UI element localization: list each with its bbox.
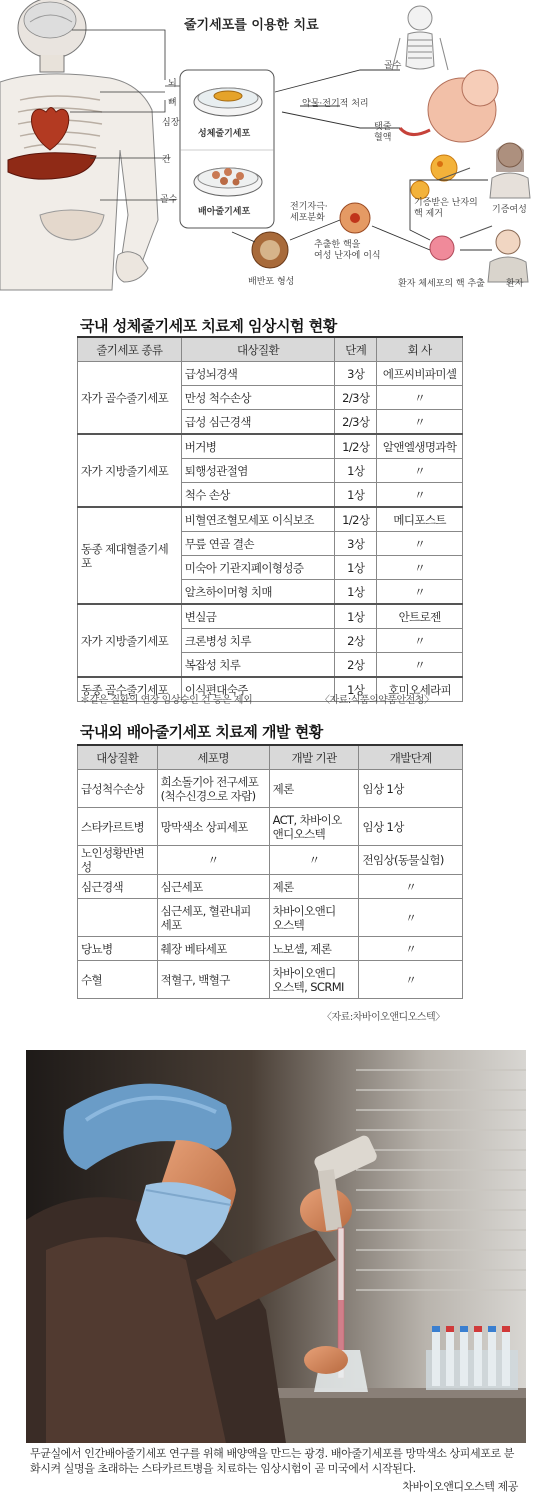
table-row (78, 899, 463, 937)
header-cell: 개발단계 (359, 745, 463, 770)
cell-phase: 2/3상 (335, 410, 377, 435)
cell-phase: 2상 (335, 653, 377, 678)
table-row (78, 770, 463, 808)
cell-phase: 1상 (335, 604, 377, 629)
cell-stage: 〃 (359, 875, 463, 899)
cell-disease: 이식편대숙주 (181, 677, 335, 702)
embryo-stem-cell-label: 배아줄기세포 (198, 207, 251, 217)
cell-company: 〃 (377, 410, 463, 435)
cell-stem-type: 자가 지방줄기세포 (78, 604, 182, 677)
cell-company: 〃 (377, 532, 463, 556)
cell-company: 〃 (377, 653, 463, 678)
egg-nucleus-label: 기증받은 난자의 핵 제거 (414, 198, 478, 219)
header-cell: 줄기세포 종류 (78, 337, 182, 362)
patient-nucleus-label: 환자 체세포의 핵 추출 (398, 279, 485, 289)
cell-disease: 만성 척수손상 (181, 386, 335, 410)
cell-phase: 1상 (335, 677, 377, 702)
patient-label: 환자 (506, 279, 524, 289)
cell-disease: 비혈연조혈모세포 이식보조 (181, 507, 335, 532)
cell-phase: 1/2상 (335, 434, 377, 459)
cord-blood-label: 탯줄 혈액 (374, 122, 392, 143)
cell-disease: 퇴행성관절염 (181, 459, 335, 483)
treatment-label: 약물·전기적 처리 (302, 99, 369, 109)
table1-title: 국내 성체줄기세포 치료제 임상시험 현황 (80, 317, 337, 335)
table-row (78, 937, 463, 961)
cell-phase: 1상 (335, 556, 377, 580)
blastocyst-label: 배반포 형성 (248, 277, 295, 287)
cell-disease: 급성척수손상 (78, 770, 158, 808)
header-cell: 대상질환 (181, 337, 335, 362)
bone-marrow-label: 골수 (384, 61, 402, 71)
cell-stem-type: 자가 지방줄기세포 (78, 434, 182, 507)
table-row (78, 604, 463, 629)
adult-stem-cell-label: 성체줄기세포 (198, 129, 251, 139)
header-cell: 개발 기관 (269, 745, 359, 770)
table-row (78, 434, 463, 459)
cell-developer: 〃 (269, 846, 359, 875)
cell-developer: 노보셀, 제론 (269, 937, 359, 961)
cell-company: 〃 (377, 556, 463, 580)
table2-source: 〈자료:차바이오앤디오스텍〉 (322, 1012, 445, 1023)
cell-cell-name: 췌장 베타세포 (157, 937, 269, 961)
photo-credit: 차바이오앤디오스텍 제공 (402, 1480, 518, 1493)
cell-cell-name: 적혈구, 백혈구 (157, 961, 269, 999)
fetus-illustration (400, 70, 498, 142)
table-row (78, 875, 463, 899)
cell-stem-type: 자가 골수줄기세포 (78, 362, 182, 435)
cell-disease: 급성뇌경색 (181, 362, 335, 386)
cell-company: 〃 (377, 459, 463, 483)
header-cell: 회 사 (377, 337, 463, 362)
diagram-illustration (0, 0, 540, 292)
cell-stage: 〃 (359, 899, 463, 937)
cell-phase: 3상 (335, 362, 377, 386)
cell-stem-type: 동종 골수줄기세포 (78, 677, 182, 702)
cell-cell-name: 망막색소 상피세포 (157, 808, 269, 846)
cell-developer: 제론 (269, 875, 359, 899)
cell-disease: 크론병성 치루 (181, 629, 335, 653)
stimulation-label: 전기자극· 세포분화 (290, 202, 328, 223)
cell-phase: 1상 (335, 459, 377, 483)
embryo-stem-cell-development-table (77, 744, 463, 999)
cell-company: 에프씨비파미셀 (377, 362, 463, 386)
cell-company: 〃 (377, 629, 463, 653)
organ-label-heart: 심장 (162, 118, 180, 128)
header-cell: 단계 (335, 337, 377, 362)
cell-company: 〃 (377, 580, 463, 605)
nucleus-transfer-label: 추출한 핵을 여성 난자에 이식 (314, 240, 381, 261)
header-cell: 대상질환 (78, 745, 158, 770)
cell-cell-name: 심근세포, 혈관내피 세포 (157, 899, 269, 937)
table-row (78, 808, 463, 846)
table-row (78, 961, 463, 999)
cell-cell-name: 심근세포 (157, 875, 269, 899)
cell-disease: 심근경색 (78, 875, 158, 899)
cell-company: 메디포스트 (377, 507, 463, 532)
cell-stage: 임상 1상 (359, 808, 463, 846)
cell-disease: 수혈 (78, 961, 158, 999)
cell-company: 〃 (377, 483, 463, 508)
cell-developer: 차바이오앤디 오스텍, SCRMI (269, 961, 359, 999)
cell-phase: 2/3상 (335, 386, 377, 410)
cell-developer: 차바이오앤디 오스텍 (269, 899, 359, 937)
donor-label: 기증여성 (492, 205, 527, 215)
patient-man-illustration (488, 230, 528, 282)
cell-disease: 버거병 (181, 434, 335, 459)
table2-title: 국내외 배아줄기세포 치료제 개발 현황 (80, 723, 323, 741)
cell-stage: 전임상(동물실험) (359, 846, 463, 875)
cell-disease: 알츠하이머형 치매 (181, 580, 335, 605)
cell-disease: 무릎 연골 결손 (181, 532, 335, 556)
table-row (78, 507, 463, 532)
diagram-title: 줄기세포를 이용한 치료 (184, 18, 319, 33)
organ-label-marrow: 골수 (160, 195, 178, 205)
cell-developer: ACT, 차바이오 앤디오스텍 (269, 808, 359, 846)
cell-cell-name: 희소돌기아 전구세포 (척수신경으로 자람) (157, 770, 269, 808)
adult-stem-cell-trials-table (77, 336, 463, 702)
cell-disease: 복잡성 치루 (181, 653, 335, 678)
cell-company: 호미오세라피 (377, 677, 463, 702)
cell-stem-type: 동종 제대혈줄기세포 (78, 507, 182, 604)
cell-phase: 2상 (335, 629, 377, 653)
cell-phase: 1상 (335, 580, 377, 605)
cell-disease: 척수 손상 (181, 483, 335, 508)
cell-company: 안트로젠 (377, 604, 463, 629)
cell-phase: 1상 (335, 483, 377, 508)
cell-disease: 미숙아 기관지폐이형성증 (181, 556, 335, 580)
table-row (78, 362, 463, 386)
cell-phase: 1/2상 (335, 507, 377, 532)
stem-cell-treatment-diagram (0, 0, 540, 292)
table1-source: 〈자료:식품의약품안전청〉 (320, 695, 434, 706)
cell-disease: 노인성황반변성 (78, 846, 158, 875)
lab-photo-illustration (26, 1050, 526, 1443)
organ-label-bone: 뼈 (168, 98, 177, 108)
header-cell: 세포명 (157, 745, 269, 770)
cell-disease (78, 899, 158, 937)
donor-woman-illustration (490, 143, 530, 198)
cell-cell-name: 〃 (157, 846, 269, 875)
cell-disease: 스타카르트병 (78, 808, 158, 846)
cell-company: 알앤엘생명과학 (377, 434, 463, 459)
table1-footnote: ＊같은 질환의 연장 임상승인 건 등은 제외 (80, 695, 253, 706)
cell-stage: 임상 1상 (359, 770, 463, 808)
cell-developer: 제론 (269, 770, 359, 808)
organ-label-brain: 뇌 (168, 79, 177, 89)
human-body-illustration (0, 0, 158, 290)
table-row (78, 846, 463, 875)
organ-label-liver: 간 (162, 155, 171, 165)
cell-stage: 〃 (359, 961, 463, 999)
cell-disease: 당뇨병 (78, 937, 158, 961)
lab-researcher-photo (26, 1050, 526, 1443)
cell-stage: 〃 (359, 937, 463, 961)
cell-disease: 급성 심근경색 (181, 410, 335, 435)
cell-phase: 3상 (335, 532, 377, 556)
cell-company: 〃 (377, 386, 463, 410)
photo-caption: 무균실에서 인간배아줄기세포 연구를 위해 배양액을 만드는 광경. 배아줄기세포를 망막색소 상피세포로 분화시켜 실명을 초래하는 스타카르트병을 치료하는 임상시험이 곧 미국에서 시작된다. (30, 1447, 515, 1475)
cell-disease: 변실금 (181, 604, 335, 629)
